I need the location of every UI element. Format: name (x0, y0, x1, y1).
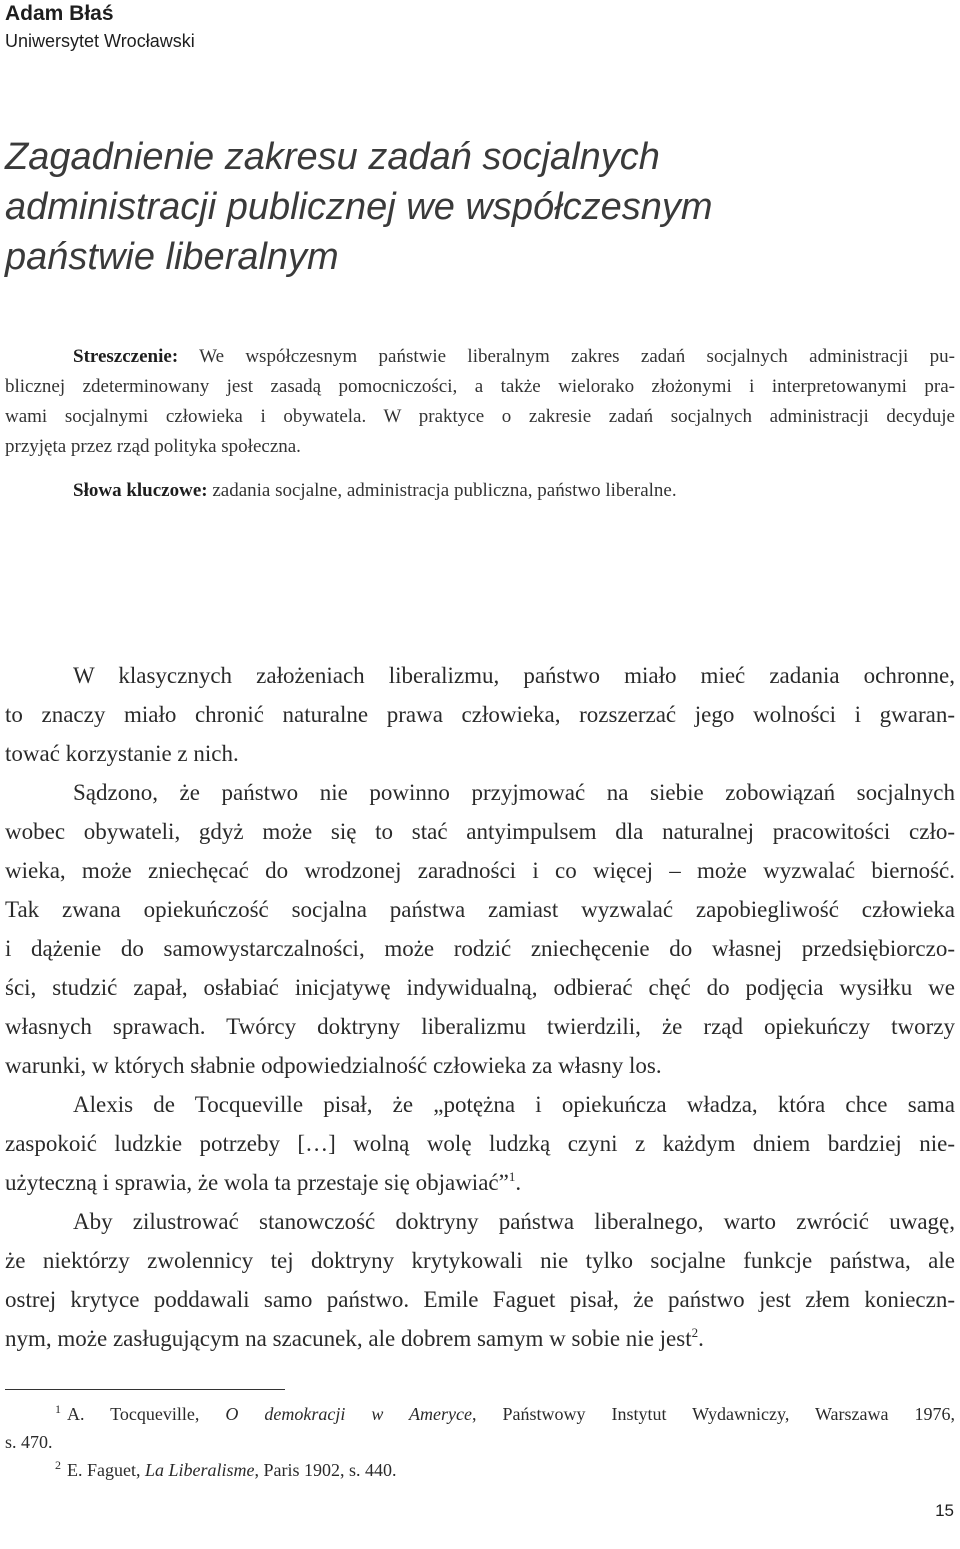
body-line: nym, może zasługującym na szacunek, ale dobrem samym w sobie nie jest$^2$. (5, 1325, 704, 1351)
footnote-1-continuation: s. 470. (5, 1432, 53, 1452)
body-line: to znaczy miało chronić naturalne prawa człowieka, rozszerzać jego wolności i gwaran- (5, 702, 955, 727)
body-line: Aby zilustrować stanowczość doktryny państwa liberalnego, warto zwrócić uwagę, (73, 1209, 955, 1234)
abstract-line: Streszczenie: We współczesnym państwie liberalnym zakres zadań socjalnych administracji pu- (73, 346, 955, 367)
body-text (5, 656, 955, 1358)
abstract-line: blicznej zdeterminowany jest zasadą pomocniczości, a także wielorako złożonymi i interpretowanymi pra- (5, 376, 955, 397)
footnote-1-title: O demokracji w Ameryce (225, 1404, 472, 1424)
body-line: W klasycznych założeniach liberalizmu, państwo miało mieć zadania ochronne, (73, 663, 955, 688)
keywords-label: Słowa kluczowe: (73, 480, 208, 501)
abstract (5, 342, 955, 506)
abstract-label: Streszczenie: (73, 346, 179, 367)
abstract-line: wami socjalnymi człowieka i obywatela. W praktyce o zakresie zadań socjalnych administracji decyduje (5, 406, 955, 427)
body-line: Alexis de Tocqueville pisał, że „potężna i opiekuńcza władza, która chce sama (73, 1092, 955, 1117)
body-line: i dążenie do samowystarczalności, może rodzić zniechęcenie do własnej przedsiębiorczo- (5, 936, 955, 961)
footnote-2-mark: 2 (55, 1458, 61, 1472)
article-title (5, 132, 945, 282)
footnote-2: $^2$ E. Faguet, La Liberalisme, Paris 1902, s. 440. (55, 1458, 397, 1480)
abstract-line: przyjęta przez rząd polityka społeczna. (5, 436, 301, 457)
footnote-divider (5, 1389, 285, 1390)
body-line: własnych sprawach. Twórcy doktryny liberalizmu twierdzili, że rząd opiekuńczy tworzy (5, 1014, 955, 1039)
body-line: tować korzystanie z nich. (5, 741, 239, 766)
footnote-2-title: La Liberalisme (145, 1460, 255, 1480)
body-line: warunki, w których słabnie odpowiedzialność człowieka za własny los. (5, 1053, 662, 1078)
title-line: państwie liberalnym (5, 236, 339, 278)
author-block (5, 0, 195, 54)
footnotes (5, 1400, 955, 1484)
author-affiliation: Uniwersytet Wrocławski (5, 31, 195, 51)
footnote-1: $^1$ A. Tocqueville, O demokracji w Ameryce, Państwowy Instytut Wydawniczy, Warszawa 1976, (55, 1402, 955, 1424)
keywords-text: zadania socjalne, administracja publiczna, państwo liberalne. (212, 480, 677, 501)
keywords-line (5, 476, 955, 506)
body-line: Sądzono, że państwo nie powinno przyjmować na siebie zobowiązań socjalnych (73, 780, 955, 805)
page-number: 15 (935, 1501, 954, 1520)
author-name: Adam Błaś (5, 2, 114, 25)
footnote-ref-2[interactable]: 2 (691, 1325, 699, 1340)
body-line: wobec obywateli, gdyż może się to stać antyimpulsem dla naturalnej pracowitości czło- (5, 819, 955, 844)
body-line: Tak zwana opiekuńczość socjalna państwa zamiast wyzwalać zapobiegliwość człowieka (5, 897, 955, 922)
body-line: ści, studzić zapał, osłabiać inicjatywę indywidualną, odbierać chęć do podjęcia wysiłku we (5, 975, 955, 1000)
body-line: użyteczną i sprawia, że wola ta przestaje się objawiać”$^1$. (5, 1169, 522, 1195)
body-line: ostrej krytyce poddawali samo państwo. Emile Faguet pisał, że państwo jest złem konieczn- (5, 1287, 955, 1312)
title-line: Zagadnienie zakresu zadań socjalnych (5, 136, 660, 178)
title-line: administracji publicznej we współczesnym (5, 186, 713, 228)
body-line: że niektórzy zwolennicy tej doktryny krytykowali nie tylko socjalne funkcje państwa, ale (5, 1248, 955, 1273)
footnote-1-mark: 1 (55, 1402, 61, 1416)
body-line: zaspokoić ludzkie potrzeby […] wolną wolę ludzką czyni z każdym dniem bardziej nie- (5, 1131, 955, 1156)
footnote-ref-1[interactable]: 1 (508, 1169, 516, 1184)
body-line: wieka, może zniechęcać do wrodzonej zaradności i co więcej – może wyzwalać bierność. (5, 858, 955, 883)
